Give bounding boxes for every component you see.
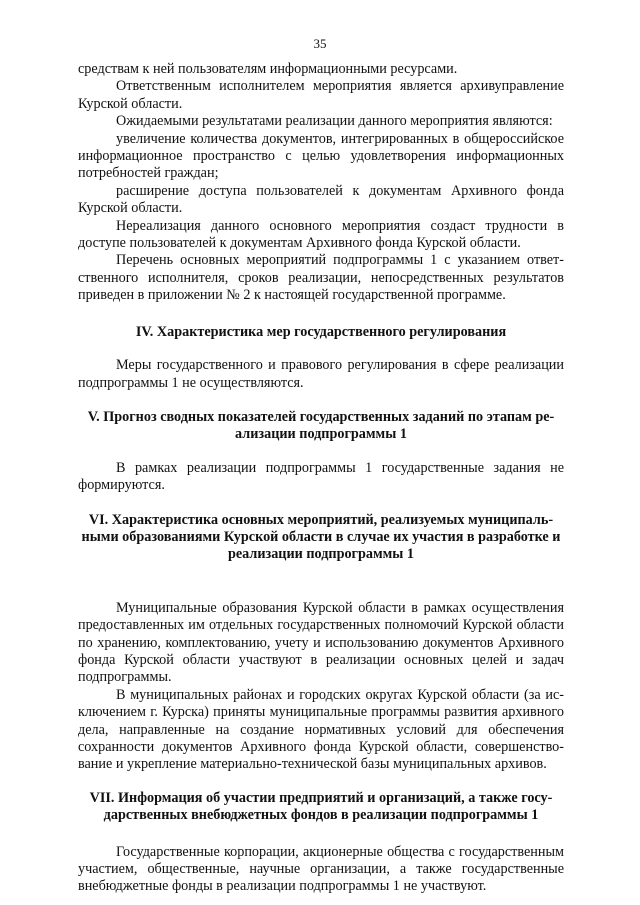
page-number: 35 <box>313 36 327 51</box>
section-heading-7: VII. Информация об участии предприятий и организаций, а также государственных внебюджетных фондов в реализации подпрограммы 1 <box>89 789 553 824</box>
paragraph: Ожидаемыми результатами реализации данного мероприятия являются: <box>116 113 553 130</box>
paragraph: В муниципальных районах и городских округах Курской области (за исключением г. Курска) приняты муниципальные программы развития архивного дела, направленные на создание нормативных условий для обеспечения сохранности документов Архивного фонда Курской области, совершенствование и укрепление материально-технической базы муниципальных архивов. <box>78 686 564 773</box>
paragraph: средствам к ней пользователям информационными ресурсами. <box>78 61 458 77</box>
section-heading-4: IV. Характеристика мер государственного регулирования <box>135 323 507 340</box>
paragraph: Меры государственного и правового регулирования в сфере реализации подпрограммы 1 не осуществляются. <box>78 357 564 391</box>
paragraph: Муниципальные образования Курской области в рамках осуществления предоставленных им отдельных государственных полномочий Курской области по хранению, комплектованию, учету и использованию документов Архивного фонда Курской области участвуют в реализации основных целей и задач подпрограммы. <box>78 599 564 686</box>
paragraph: Перечень основных мероприятий подпрограммы 1 с указанием ответственного исполнителя, сроков реализации, непосредственных результатов приведен в приложении № 2 к настоящей государственной программе. <box>78 252 564 304</box>
section-heading-5: V. Прогноз сводных показателей государственных заданий по этапам реализации подпрограммы 1 <box>87 408 555 443</box>
paragraph: Ответственным исполнителем мероприятия является архивуправление Курской области. <box>78 78 564 112</box>
paragraph: Нереализация данного основного мероприятия создаст трудности в доступе пользователей к документам Архивного фонда Курской области. <box>78 217 564 252</box>
section-heading-6: VI. Характеристика основных мероприятий, реализуемых муниципальными образованиями Курской области в случае их участия в разработке и реализации подпрограммы 1 <box>81 511 561 563</box>
document-body <box>78 61 564 896</box>
paragraph: В рамках реализации подпрограммы 1 государственные задания не формируются. <box>78 459 564 494</box>
paragraph: Государственные корпорации, акционерные общества с государственным участием, общественные, научные организации, а также государственные внебюджетные фонды в реализации подпрограммы 1 не участвуют. <box>78 843 564 895</box>
paragraph: увеличение количества документов, интегрированных в общероссийское информационное пространство с целью удовлетворения информационных потребностей граждан; <box>78 130 564 182</box>
paragraph: расширение доступа пользователей к документам Архивного фонда Курской области. <box>78 182 564 217</box>
